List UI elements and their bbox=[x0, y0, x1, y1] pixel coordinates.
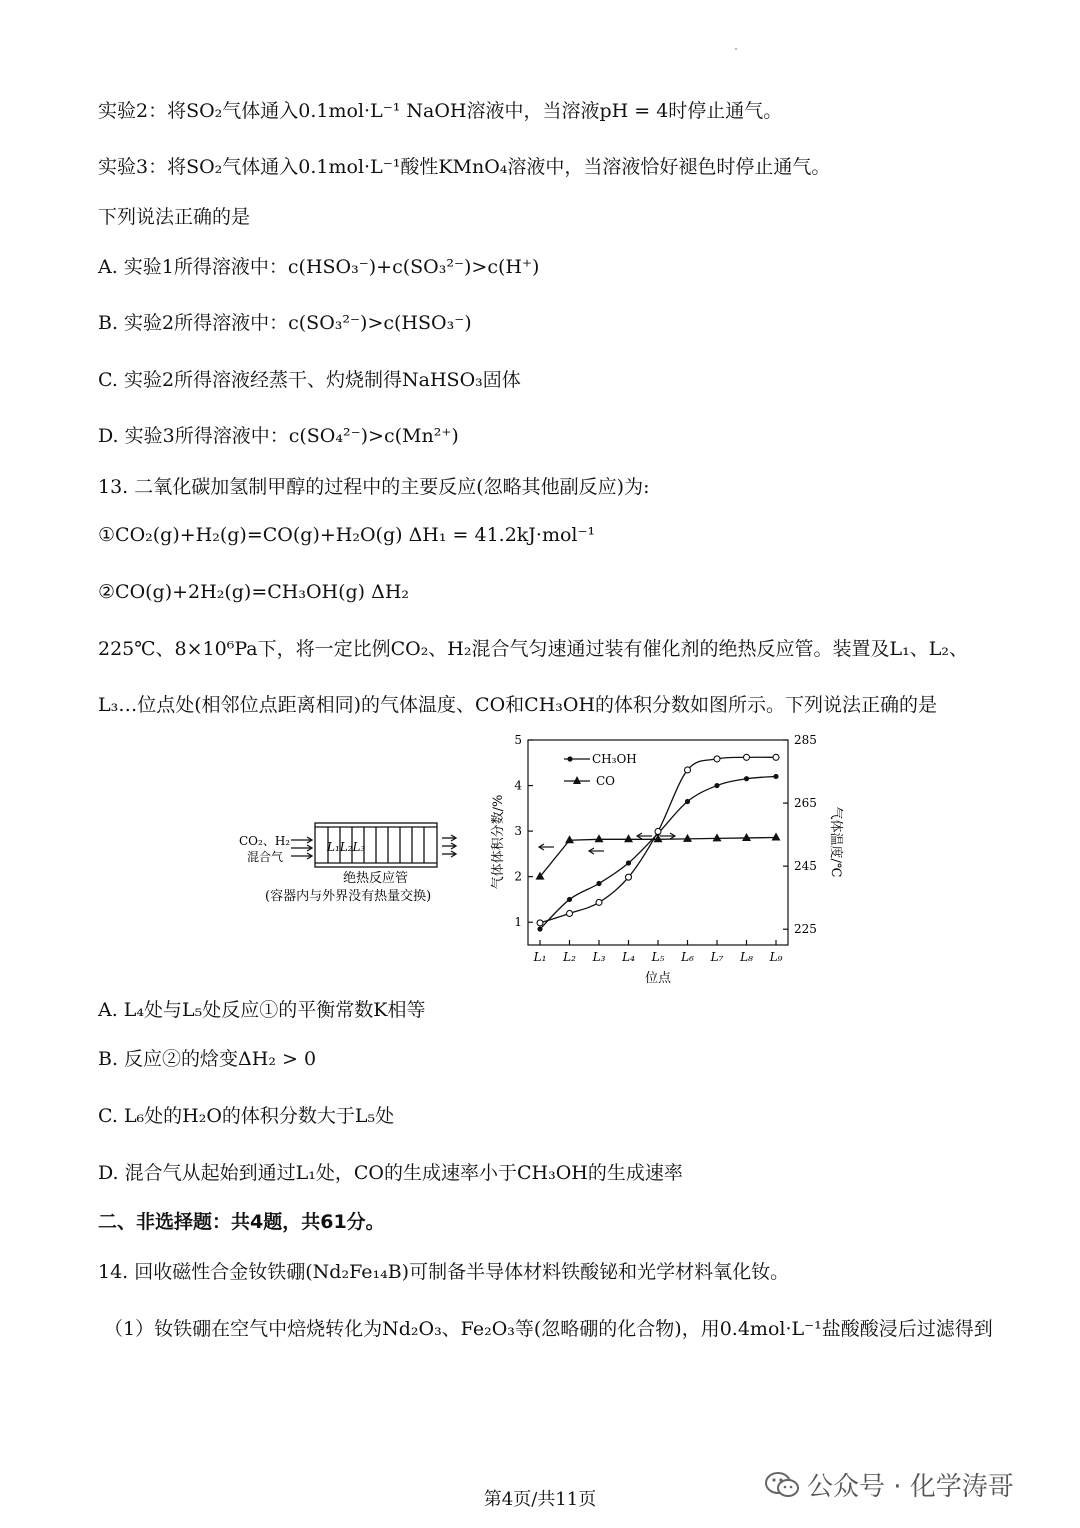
y-tick-label: 1 bbox=[514, 915, 522, 930]
gas-label-2: 混合气 bbox=[247, 850, 284, 864]
reaction-1: ①CO₂(g)+H₂(g)=CO(g)+H₂O(g) ΔH₁ = 41.2kJ·mol⁻¹ bbox=[98, 524, 596, 546]
y-tick-label: 2 bbox=[514, 869, 522, 884]
series-point-ch3oh bbox=[714, 783, 719, 788]
series-point-co bbox=[742, 833, 751, 841]
series-point-co bbox=[565, 835, 574, 843]
series-point-ch3oh bbox=[685, 799, 690, 804]
series-point-ch3oh bbox=[567, 897, 572, 902]
series-point-ch3oh bbox=[537, 926, 542, 931]
series-point-ch3oh bbox=[773, 774, 778, 779]
option-12-d: D. 实验3所得溶液中：c(SO₄²⁻)>c(Mn²⁺) bbox=[98, 425, 459, 447]
x-tick-label: L₆ bbox=[681, 950, 694, 964]
x-tick-label: L₃ bbox=[592, 950, 606, 964]
question-13-figure-desc: L₃…位点处(相邻位点距离相同)的气体温度、CO和CH₃OH的体积分数如图所示。下列说法正确的是 bbox=[98, 694, 938, 716]
series-point-co bbox=[772, 832, 781, 840]
question-13-title: 13. 二氧化碳加氢制甲醇的过程中的主要反应(忽略其他副反应)为: bbox=[98, 476, 650, 498]
option-13-a: A. L₄处与L₅处反应①的平衡常数K相等 bbox=[98, 999, 426, 1021]
series-point-temperature bbox=[626, 874, 632, 880]
x-axis-label: 位点 bbox=[644, 971, 672, 986]
y-axis-label: 气体体积分数/% bbox=[491, 794, 506, 890]
section-2-heading: 二、非选择题：共4题，共61分。 bbox=[98, 1211, 385, 1233]
page-footer: 第4页/共11页 bbox=[483, 1489, 597, 1510]
text-line-exp3: 实验3：将SO₂气体通入0.1mol·L⁻¹酸性KMnO₄溶液中，当溶液恰好褪色时停止通气。 bbox=[98, 156, 831, 178]
option-13-c: C. L₆处的H₂O的体积分数大于L₅处 bbox=[98, 1105, 395, 1127]
series-point-ch3oh bbox=[744, 776, 749, 781]
text-line-question-12-stem: 下列说法正确的是 bbox=[98, 206, 251, 228]
x-tick-label: L₇ bbox=[710, 950, 724, 964]
x-tick-label: L₁ bbox=[533, 950, 547, 964]
series-point-co bbox=[595, 834, 604, 842]
series-point-temperature bbox=[596, 899, 602, 905]
series-point-temperature bbox=[773, 754, 779, 760]
series-point-temperature bbox=[567, 910, 573, 916]
y-tick-label: 4 bbox=[514, 778, 522, 793]
y2-tick-label: 245 bbox=[794, 859, 817, 874]
chart bbox=[488, 735, 858, 990]
y2-axis-label: 气体温度/℃ bbox=[828, 806, 843, 878]
y-tick-label: 5 bbox=[514, 735, 522, 747]
option-12-a: A. 实验1所得溶液中：c(HSO₃⁻)+c(SO₃²⁻)>c(H⁺) bbox=[98, 256, 540, 278]
series-line-0 bbox=[540, 776, 776, 929]
series-point-temperature bbox=[655, 828, 661, 834]
points-label: L₁L₂L₃ bbox=[327, 840, 366, 854]
option-12-b: B. 实验2所得溶液中：c(SO₃²⁻)>c(HSO₃⁻) bbox=[98, 312, 472, 334]
y2-tick-label: 285 bbox=[794, 735, 817, 747]
no-heat-exchange-note: (容器内与外界没有热量交换) bbox=[265, 889, 432, 904]
reactor-apparatus-diagram bbox=[235, 818, 470, 908]
tube-label: 绝热反应管 bbox=[343, 871, 409, 886]
series-point-temperature bbox=[744, 754, 750, 760]
series-point-temperature bbox=[685, 767, 691, 773]
question-14-title: 14. 回收磁性合金钕铁硼(Nd₂Fe₁₄B)可制备半导体材料铁酸铋和光学材料氧化钕。 bbox=[98, 1261, 790, 1283]
x-tick-label: L₄ bbox=[622, 950, 635, 964]
reaction-2: ②CO(g)+2H₂(g)=CH₃OH(g) ΔH₂ bbox=[98, 581, 410, 603]
watermark-text: 公众号 · 化学涛哥 bbox=[807, 1472, 1014, 1502]
x-tick-label: L₅ bbox=[651, 950, 665, 964]
series-point-co bbox=[624, 834, 633, 842]
watermark bbox=[765, 1466, 1014, 1503]
x-tick-label: L₉ bbox=[769, 950, 783, 964]
legend-ch3oh-label: CH₃OH bbox=[592, 752, 637, 766]
x-tick-label: L₂ bbox=[563, 950, 576, 964]
text-line-exp2: 实验2：将SO₂气体通入0.1mol·L⁻¹ NaOH溶液中，当溶液pH = 4时停止通气。 bbox=[98, 100, 783, 122]
question-14-part-1: （1）钕铁硼在空气中焙烧转化为Nd₂O₃、Fe₂O₃等(忽略硼的化合物)，用0.4mol·L⁻¹盐酸酸浸后过滤得到 bbox=[104, 1318, 993, 1340]
series-point-temperature bbox=[714, 756, 720, 762]
legend-co-marker bbox=[573, 776, 581, 784]
y-tick-label: 3 bbox=[514, 824, 522, 839]
series-point-co bbox=[683, 834, 692, 842]
series-point-ch3oh bbox=[596, 881, 601, 886]
chart-legend bbox=[564, 752, 637, 788]
wechat-icon bbox=[765, 1471, 799, 1499]
series-point-ch3oh bbox=[626, 860, 631, 865]
series-line-1 bbox=[540, 837, 776, 876]
legend-ch3oh-marker bbox=[567, 756, 572, 761]
series-point-co bbox=[713, 833, 722, 841]
gas-label-1: CO₂、H₂ bbox=[239, 834, 291, 848]
x-tick-label: L₈ bbox=[740, 950, 753, 964]
series-point-temperature bbox=[537, 920, 543, 926]
legend-co-label: CO bbox=[596, 774, 616, 788]
option-13-d: D. 混合气从起始到通过L₁处，CO的生成速率小于CH₃OH的生成速率 bbox=[98, 1162, 683, 1184]
speck bbox=[735, 48, 737, 50]
option-12-c: C. 实验2所得溶液经蒸干、灼烧制得NaHSO₃固体 bbox=[98, 369, 521, 391]
question-13-conditions: 225℃、8×10⁶Pa下，将一定比例CO₂、H₂混合气匀速通过装有催化剂的绝热反应管。装置及L₁、L₂、 bbox=[98, 638, 968, 660]
option-13-b: B. 反应②的焓变ΔH₂ > 0 bbox=[98, 1048, 317, 1070]
y2-tick-label: 265 bbox=[794, 796, 817, 811]
y2-tick-label: 225 bbox=[794, 922, 817, 937]
